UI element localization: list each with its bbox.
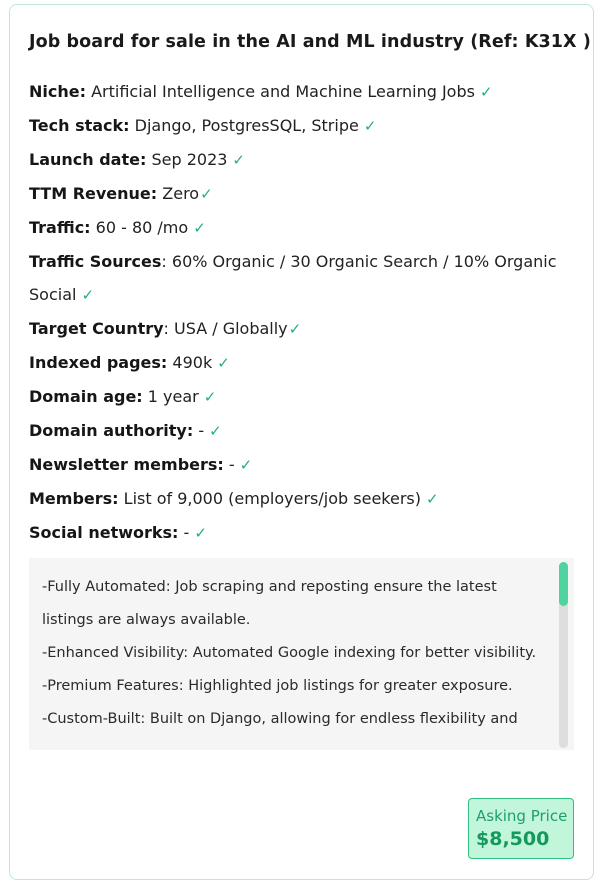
spec-list <box>29 75 564 550</box>
check-icon: ✓ <box>288 320 302 338</box>
description-scroll-area[interactable] <box>29 558 561 750</box>
spec-key: Launch date: <box>29 150 147 169</box>
spec-key: Target Country <box>29 319 164 338</box>
feature-list <box>29 571 561 736</box>
spec-social-networks <box>29 516 564 550</box>
check-icon: ✓ <box>81 286 95 304</box>
spec-traffic <box>29 211 564 245</box>
spec-target-country <box>29 312 564 346</box>
check-icon: ✓ <box>209 422 222 440</box>
asking-price-badge <box>468 798 574 859</box>
spec-key: Indexed pages: <box>29 353 168 372</box>
asking-price-label: Asking Price <box>476 807 568 825</box>
spec-domain-age <box>29 380 564 414</box>
check-icon: ✓ <box>239 456 253 474</box>
spec-key: TTM Revenue: <box>29 184 158 203</box>
spec-traffic-sources <box>29 245 564 312</box>
check-icon: ✓ <box>193 219 206 237</box>
spec-value: - <box>223 455 235 474</box>
check-icon: ✓ <box>363 117 377 135</box>
spec-key: Traffic: <box>29 218 91 237</box>
check-icon: ✓ <box>232 151 245 169</box>
spec-key: Domain authority: <box>29 421 194 440</box>
spec-indexed-pages <box>29 346 564 380</box>
spec-key: Newsletter members: <box>29 455 224 474</box>
spec-newsletter-members <box>29 448 564 482</box>
spec-value: 1 year <box>142 387 199 406</box>
check-icon: ✓ <box>479 83 493 101</box>
description-box[interactable] <box>29 558 574 750</box>
feature-item: -Fully Automated: Job scraping and reposting ensure the latest listings are always available. <box>42 579 497 628</box>
check-icon: ✓ <box>217 354 230 372</box>
spec-domain-authority <box>29 414 564 448</box>
check-icon: ✓ <box>203 388 217 406</box>
spec-key: Niche: <box>29 82 86 101</box>
spec-value: Zero <box>157 184 200 203</box>
spec-niche <box>29 75 564 109</box>
spec-key: Members: <box>29 489 119 508</box>
spec-value: 60 - 80 /mo <box>90 218 189 237</box>
spec-value: Sep 2023 <box>146 150 228 169</box>
asking-price-value: $8,500 <box>476 828 550 850</box>
spec-value: Django, PostgresSQL, Stripe <box>129 116 359 135</box>
feature-item: -Enhanced Visibility: Automated Google indexing for better visibility. <box>42 645 537 661</box>
spec-value: - <box>193 421 205 440</box>
spec-key: Domain age: <box>29 387 143 406</box>
scrollbar-thumb[interactable] <box>559 562 568 606</box>
listing-card <box>9 4 594 880</box>
description-scrollbar[interactable] <box>559 562 568 748</box>
listing-title: Job board for sale in the AI and ML industry (Ref: K31X ) <box>29 32 591 52</box>
spec-value: : USA / Globally <box>163 319 288 338</box>
check-icon: ✓ <box>194 524 207 542</box>
spec-key: Traffic Sources <box>29 252 162 271</box>
spec-value: : 60% Organic / 30 Organic Search / 10% Organic Social <box>29 252 557 304</box>
spec-key: Tech stack: <box>29 116 130 135</box>
spec-value: - <box>178 523 190 542</box>
spec-value: Artificial Intelligence and Machine Learning Jobs <box>86 82 475 101</box>
spec-ttm-revenue <box>29 177 564 211</box>
spec-key: Social networks: <box>29 523 179 542</box>
spec-launch-date <box>29 143 564 177</box>
spec-tech-stack <box>29 109 564 143</box>
feature-item: -Premium Features: Highlighted job listings for greater exposure. <box>42 678 513 694</box>
check-icon: ✓ <box>200 185 213 203</box>
spec-value: 490k <box>167 353 213 372</box>
spec-members <box>29 482 564 516</box>
spec-value: List of 9,000 (employers/job seekers) <box>118 489 421 508</box>
check-icon: ✓ <box>425 490 439 508</box>
feature-item: -Custom-Built: Built on Django, allowing for endless flexibility and <box>42 711 518 727</box>
